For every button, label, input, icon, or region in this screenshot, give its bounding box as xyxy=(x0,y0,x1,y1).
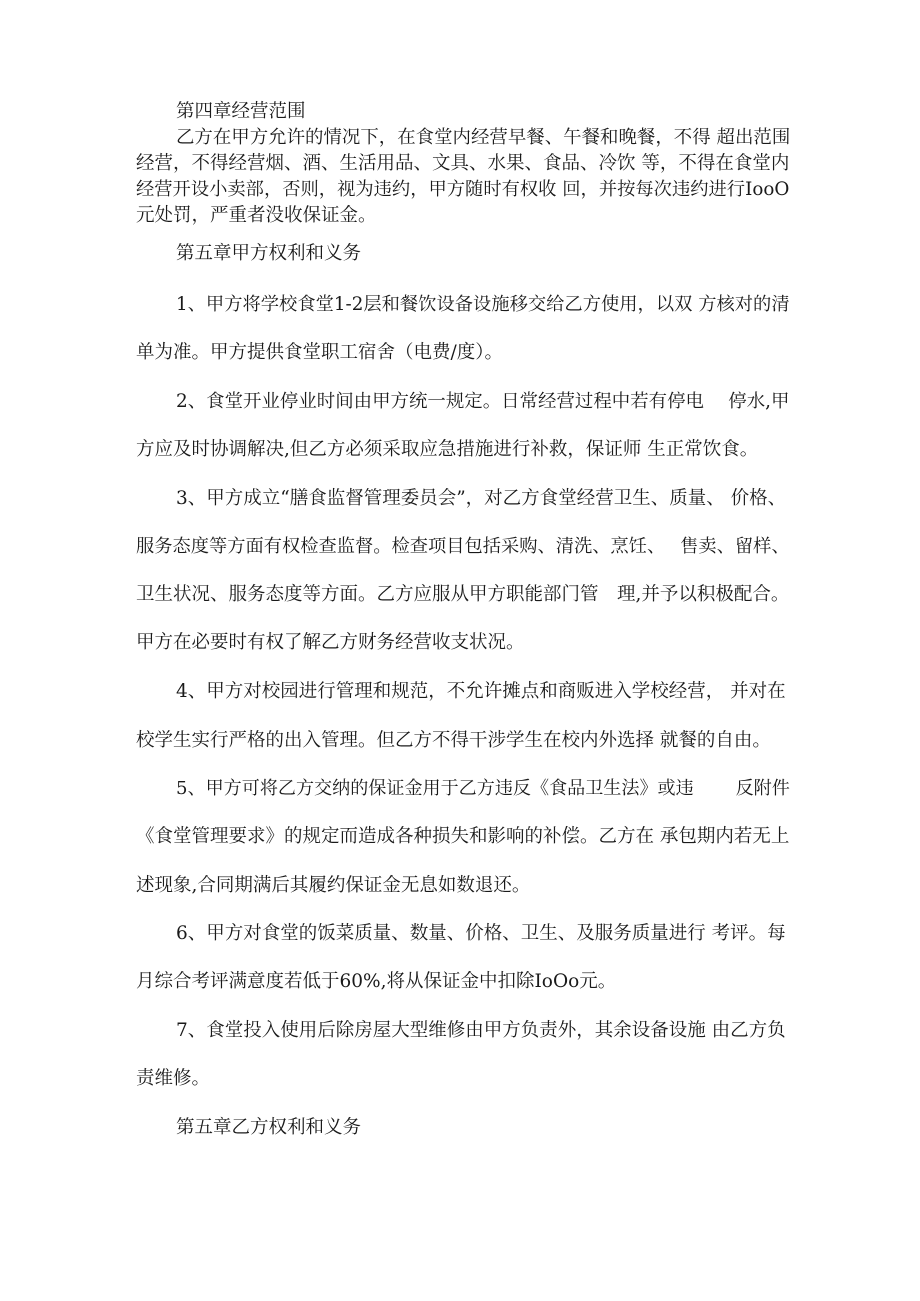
paragraph-line: 述现象,合同期满后其履约保证金无息如数退还。 xyxy=(136,875,531,896)
paragraph-line: 5、甲方可将乙方交纳的保证金用于乙方违反《食品卫生法》或违 反附件 xyxy=(176,778,790,799)
chapter-4-heading: 第四章经营范围 xyxy=(176,101,306,122)
paragraph-line: 责维修。 xyxy=(136,1068,211,1089)
paragraph-line: 卫生状况、服务态度等方面。乙方应服从甲方职能部门管 理,并予以积极配合。 xyxy=(136,584,790,605)
paragraph-line: 3、甲方成立“膳食监督管理委员会”，对乙方食堂经营卫生、质量、 价格、 xyxy=(176,488,787,509)
paragraph-line: 2、食堂开业停业时间由甲方统一规定。日常经营过程中若有停电 停水,甲 xyxy=(176,391,790,412)
paragraph-line: 月综合考评满意度若低于60%,将从保证金中扣除IoOo元。 xyxy=(136,971,617,992)
paragraph-line: 7、食堂投入使用后除房屋大型维修由甲方负责外，其余设备设施 由乙方负 xyxy=(176,1020,786,1041)
chapter-5-party-b-heading: 第五章乙方权利和义务 xyxy=(176,1117,362,1138)
paragraph-line: 单为准。甲方提供食堂职工宿舍（电费/度）。 xyxy=(136,342,503,363)
paragraph-line: 服务态度等方面有权检查监督。检查项目包括采购、清洗、烹饪、 售卖、留样、 xyxy=(136,536,790,557)
paragraph-line: 校学生实行严格的出入管理。但乙方不得干涉学生在校内外选择 就餐的自由。 xyxy=(136,730,771,751)
paragraph-line: 元处罚，严重者没收保证金。 xyxy=(136,205,377,226)
paragraph-line: 经营，不得经营烟、酒、生活用品、文具、水果、食品、冷饮 等，不得在食堂内 xyxy=(136,153,790,174)
paragraph-line: 乙方在甲方允许的情况下，在食堂内经营早餐、午餐和晚餐，不得 超出范围 xyxy=(176,127,791,148)
paragraph-line: 6、甲方对食堂的饭菜质量、数量、价格、卫生、及服务质量进行 考评。每 xyxy=(176,923,786,944)
paragraph-line: 方应及时协调解决,但乙方必须采取应急措施进行补救，保证师 生正常饮食。 xyxy=(136,439,759,460)
paragraph-line: 1、甲方将学校食堂1-2层和餐饮设备设施移交给乙方使用，以双 方核对的清 xyxy=(176,294,790,315)
paragraph-line: 经营开设小卖部，否则，视为违约，甲方随时有权收 回，并按每次违约进行IooO xyxy=(136,179,790,200)
chapter-5-party-a-heading: 第五章甲方权利和义务 xyxy=(176,243,362,264)
paragraph-line: 甲方在必要时有权了解乙方财务经营收支状况。 xyxy=(136,632,525,653)
paragraph-line: 4、甲方对校园进行管理和规范，不允许摊点和商贩进入学校经营， 并对在 xyxy=(176,681,786,702)
paragraph-line: 《食堂管理要求》的规定而造成各种损失和影响的补偿。乙方在 承包期内若无上 xyxy=(136,826,790,847)
